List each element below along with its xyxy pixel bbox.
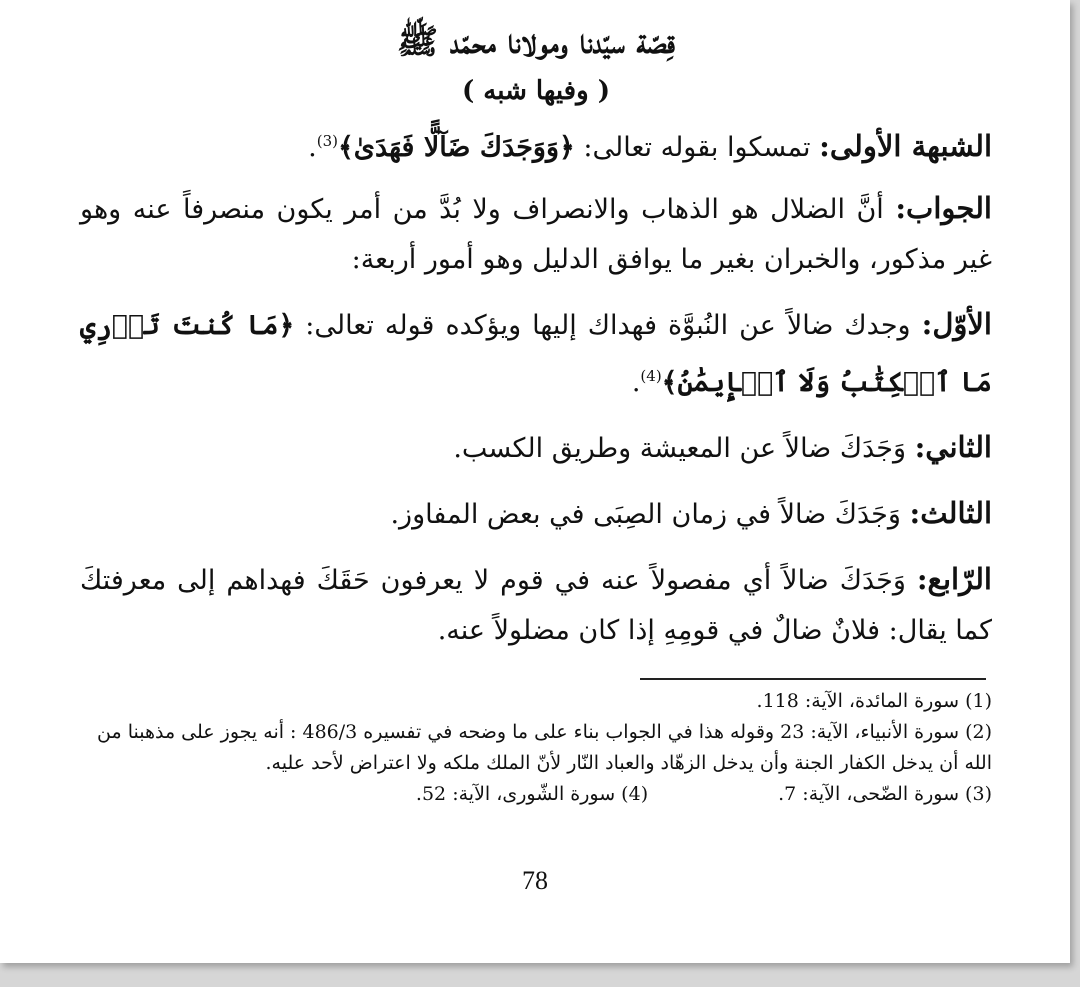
paragraph-answer <box>80 183 992 285</box>
paragraph-third <box>80 488 992 540</box>
page-content <box>80 8 992 666</box>
second-text: وَجَدَكَ ضالاً عن المعيشة وطريق الكسب. <box>453 433 915 464</box>
footnotes <box>80 686 992 810</box>
second-label: الثاني: <box>914 430 992 464</box>
first-end: . <box>631 367 641 398</box>
footnote-divider <box>640 678 986 680</box>
page-number: 78 <box>522 866 548 895</box>
answer-label: الجواب: <box>895 191 992 225</box>
paragraph-shubha-1 <box>80 116 992 173</box>
footnote-ref-3: (3) <box>316 132 338 150</box>
page-subtitle: ( وفيها شبه ) <box>461 76 611 106</box>
first-verse: ﴿مَا كُنتَ تَدۡرِي مَا ٱلۡكِتَٰبُ وَلَا ٱلۡإِيمَٰنُ﴾ <box>80 310 992 398</box>
shubha-1-verse: ﴿وَوَجَدَكَ ضَآلًّا فَهَدَىٰ﴾ <box>337 132 575 163</box>
third-label: الثالث: <box>909 496 992 530</box>
footnote-1: (1) سورة المائدة، الآية: 118. <box>756 690 992 712</box>
footnote-4: (4) سورة الشّورى، الآية: 52. <box>415 783 649 805</box>
footnote-ref-4: (4) <box>640 367 662 385</box>
shubha-1-text: تمسكوا بقوله تعالى: <box>574 132 820 163</box>
fourth-label: الرّابع: <box>916 562 992 596</box>
paragraph-second <box>80 422 992 474</box>
footnote-3: (3) سورة الضّحى، الآية: 7. <box>778 783 992 805</box>
fourth-text: وَجَدَكَ ضالاً أي مفصولاً عنه في قوم لا يعرفون حَقَكَ فهداهم إلى معرفتكَ كما يقال: فلانٌ ضالٌ في قومِهِ إذا كان مضلولاً عنه. <box>80 565 992 646</box>
shubha-1-label: الشبهة الأولى: <box>819 129 992 163</box>
paragraph-first <box>80 299 992 408</box>
answer-text: أنَّ الضلال هو الذهاب والانصراف ولا بُدَّ من أمر يكون منصرفاً عنه وهو غير مذكور، والخبران بغير ما يوافق الدليل وهو أمور أربعة: <box>80 194 992 275</box>
page-title: قِصّة سيّدنا ومولانا محمّد ﷺ <box>397 22 675 62</box>
shubha-1-end: . <box>308 132 317 163</box>
third-text: وَجَدَكَ ضالاً في زمان الصِبَى في بعض المفاوز. <box>390 499 910 530</box>
first-label: الأوّل: <box>921 307 992 341</box>
footnote-2: (2) سورة الأنبياء، الآية: 23 وقوله هذا في الجواب بناء على ما وضحه في تفسيره 486/3 : أنه يجوز على مذهبنا من الله أن يدخل الكفار الجنة وأن يدخل الزهّاد والعباد النّار لأنّ الملك ملكه ولا اعتراض لأحد عليه. <box>97 721 992 774</box>
paragraph-fourth <box>80 554 992 656</box>
first-text: وجدك ضالاً عن النُبوَّة فهداك إليها ويؤكده قوله تعالى: <box>294 310 922 341</box>
footnote-row <box>80 779 992 810</box>
